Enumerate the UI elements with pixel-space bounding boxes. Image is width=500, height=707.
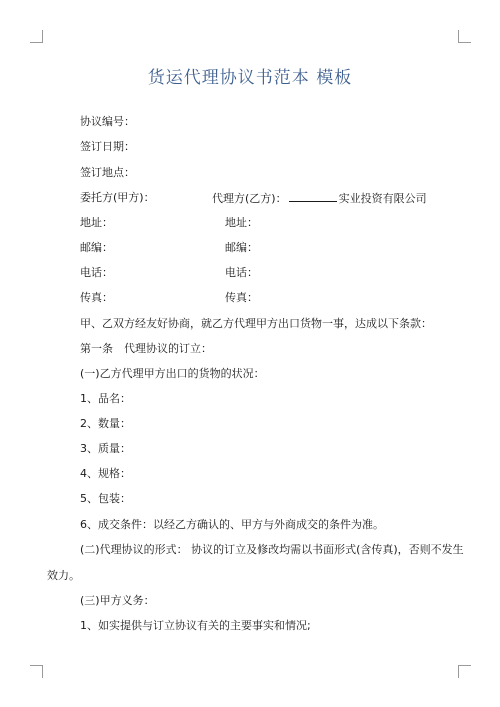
sign-date-label: 签订日期： [80, 140, 135, 153]
principal-label: 委托方(甲方)： [80, 191, 155, 204]
address-label-principal: 地址： [80, 216, 113, 229]
list-item-quality: 3、质量： [80, 442, 131, 455]
list-item-name: 1、品名： [80, 392, 131, 405]
agreement-number-label: 协议编号： [80, 115, 135, 128]
crop-mark-bottom-left [30, 665, 43, 678]
section-3-heading: (三)甲方义务： [80, 594, 155, 607]
article-1-heading: 第一条 代理协议的订立： [80, 342, 212, 355]
crop-mark-top-left [30, 30, 43, 43]
sign-place-label: 签订地点： [80, 166, 135, 179]
section-2-line-1: (二)代理协议的形式： 协议的订立及修改均需以书面形式(含传真)，否则不发生 [80, 543, 464, 556]
phone-label-agent: 电话： [225, 266, 258, 279]
address-label-agent: 地址： [225, 216, 258, 229]
agent-line [212, 191, 427, 206]
list-item-packaging: 5、包装： [80, 492, 131, 505]
agent-blank [289, 191, 337, 202]
postcode-label-agent: 邮编： [225, 241, 258, 254]
duty-item-1: 1、如实提供与订立协议有关的主要事实和情况; [80, 619, 311, 632]
section-1-heading: (一)乙方代理甲方出口的货物的状况： [80, 367, 265, 380]
list-item-spec: 4、规格： [80, 467, 131, 480]
fax-label-agent: 传真： [225, 291, 258, 304]
fax-label-principal: 传真： [80, 291, 113, 304]
agent-company: 实业投资有限公司 [338, 192, 427, 205]
postcode-label-principal: 邮编： [80, 241, 113, 254]
agent-label: 代理方(乙方)： [212, 192, 287, 205]
section-2-line-2: 效力。 [47, 569, 80, 582]
crop-mark-bottom-right [458, 665, 471, 678]
intro-paragraph: 甲、乙双方经友好协商，就乙方代理甲方出口货物一事，达成以下条款： [80, 317, 432, 330]
list-item-quantity: 2、数量： [80, 417, 131, 430]
phone-label-principal: 电话： [80, 266, 113, 279]
document-title: 货运代理协议书范本 模板 [147, 68, 353, 88]
list-item-terms: 6、成交条件：以经乙方确认的、甲方与外商成交的条件为准。 [80, 518, 384, 531]
crop-mark-top-right [458, 30, 471, 43]
